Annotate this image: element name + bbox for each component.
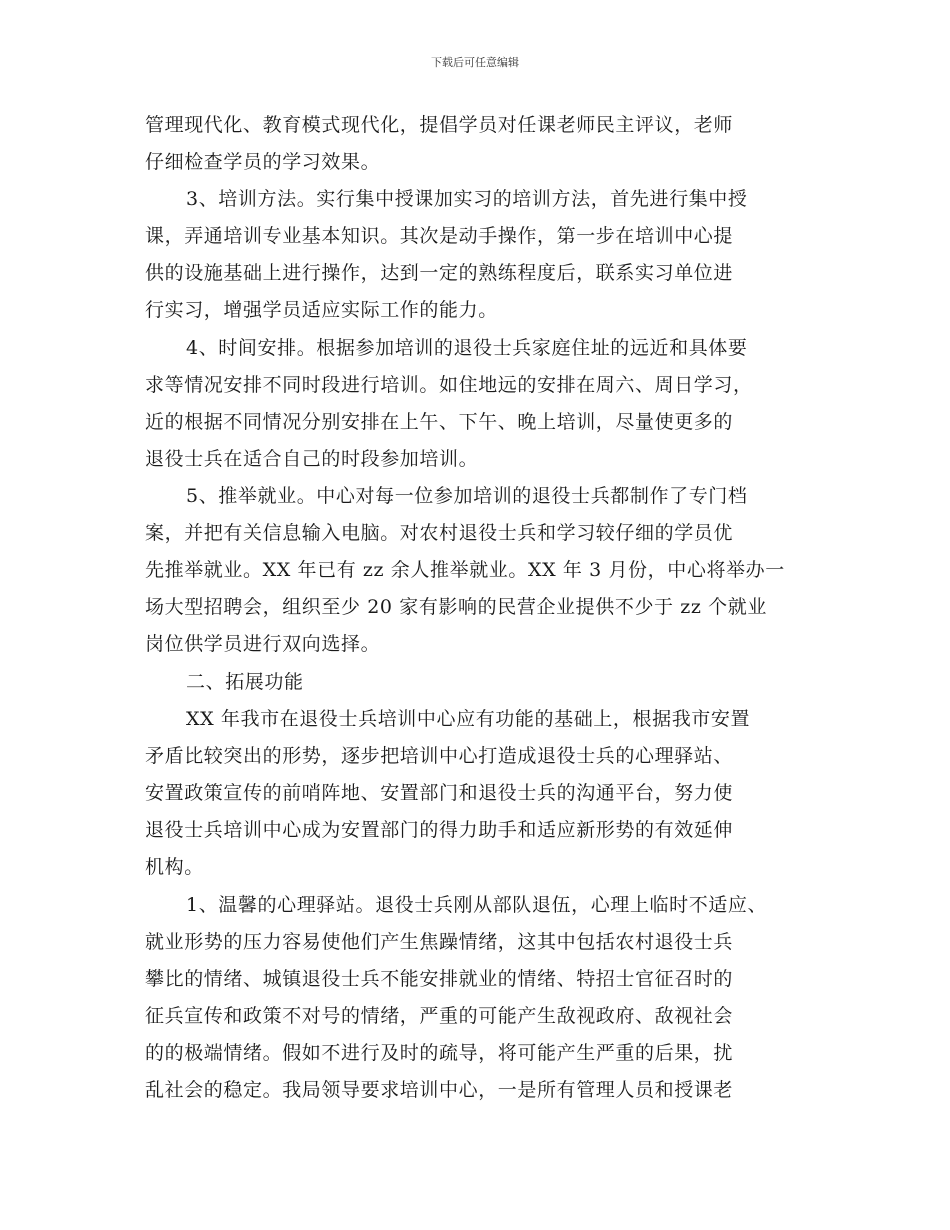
body-line: 安置政策宣传的前哨阵地、安置部门和退役士兵的沟通平台，努力使 xyxy=(145,782,734,804)
body-line: 乱社会的稳定。我局领导要求培训中心，一是所有管理人员和授课老 xyxy=(145,1079,734,1101)
body-line: 退役士兵在适合自己的时段参加培训。 xyxy=(145,448,479,470)
body-line: 场大型招聘会，组织至少 20 家有影响的民营企业提供不少于 zz 个就业 xyxy=(145,596,767,618)
body-line: 课，弄通培训专业基本知识。其次是动手操作，第一步在培训中心提 xyxy=(145,225,734,247)
page-header: 下载后可任意编辑 xyxy=(431,56,519,69)
body-line: 行实习，增强学员适应实际工作的能力。 xyxy=(145,299,498,321)
body-line: 供的设施基础上进行操作，达到一定的熟练程度后，联系实习单位进 xyxy=(145,262,734,284)
body-line: 案，并把有关信息输入电脑。对农村退役士兵和学习较仔细的学员优 xyxy=(145,522,734,544)
section-heading: 二、拓展功能 xyxy=(186,671,304,693)
body-line: 1、温馨的心理驿站。退役士兵刚从部队退伍，心理上临时不适应、 xyxy=(186,894,768,916)
body-line: 仔细检查学员的学习效果。 xyxy=(145,151,381,173)
body-line: 机构。 xyxy=(145,856,204,878)
body-line: 先推举就业。XX 年已有 zz 余人推举就业。XX 年 3 月份，中心将举办一 xyxy=(145,559,785,581)
body-line: 退役士兵培训中心成为安置部门的得力助手和适应新形势的有效延伸 xyxy=(145,819,734,841)
body-line: 矛盾比较突出的形势，逐步把培训中心打造成退役士兵的心理驿站、 xyxy=(145,745,734,767)
body-line: 就业形势的压力容易使他们产生焦躁情绪，这其中包括农村退役士兵 xyxy=(145,931,734,953)
body-line: 岗位供学员进行双向选择。 xyxy=(145,633,381,655)
body-line: 管理现代化、教育模式现代化，提倡学员对任课老师民主评议，老师 xyxy=(145,114,734,136)
body-line: XX 年我市在退役士兵培训中心应有功能的基础上，根据我市安置 xyxy=(186,708,751,730)
body-line: 近的根据不同情况分别安排在上午、下午、晚上培训，尽量使更多的 xyxy=(145,411,734,433)
body-line: 的的极端情绪。假如不进行及时的疏导，将可能产生严重的后果，扰 xyxy=(145,1042,734,1064)
body-line: 求等情况安排不同时段进行培训。如住地远的安排在周六、周日学习， xyxy=(145,374,753,396)
body-line: 3、培训方法。实行集中授课加实习的培训方法，首先进行集中授 xyxy=(186,188,748,210)
body-line: 攀比的情绪、城镇退役士兵不能安排就业的情绪、特招士官征召时的 xyxy=(145,968,734,990)
body-line: 4、时间安排。根据参加培训的退役士兵家庭住址的远近和具体要 xyxy=(186,337,748,359)
body-line: 征兵宣传和政策不对号的情绪，严重的可能产生敌视政府、敌视社会 xyxy=(145,1005,734,1027)
body-line: 5、推举就业。中心对每一位参加培训的退役士兵都制作了专门档 xyxy=(186,485,748,507)
